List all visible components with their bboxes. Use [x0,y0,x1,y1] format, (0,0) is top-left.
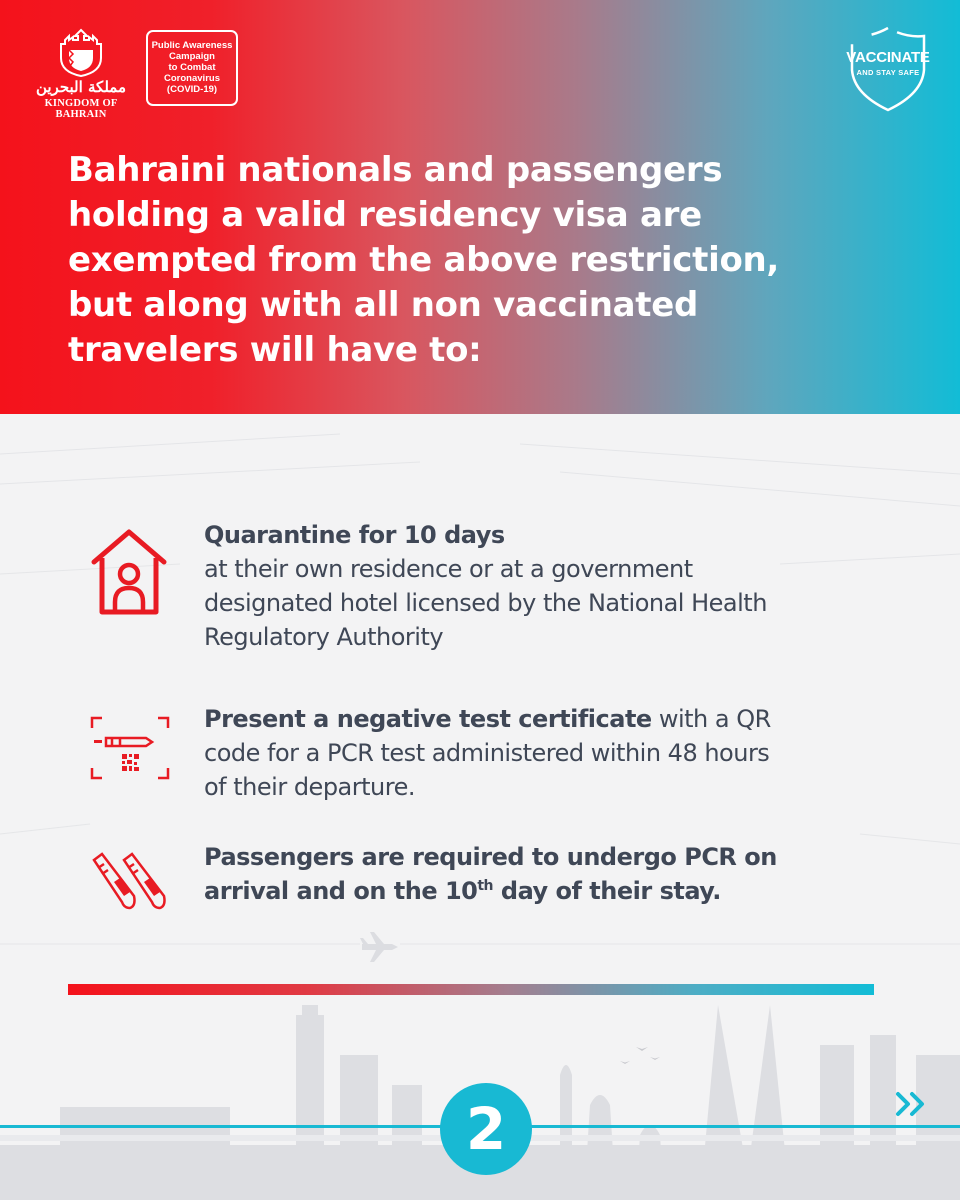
kingdom-of-bahrain-logo [26,28,136,120]
list-item-text [204,702,904,804]
vaccinate-badge [840,24,936,114]
stay-safe-subtitle: AND STAY SAFE [856,68,920,77]
test-certificate-line: of their departure. [204,773,415,801]
list-item-test-certificate [0,700,960,810]
headline-line: Bahraini nationals and passengers [68,150,723,190]
test-certificate-title: Present a negative test certificate [204,705,652,733]
campaign-line: Public Awareness [151,40,233,51]
gradient-divider [68,984,874,995]
bahrain-english-name: KINGDOM OF BAHRAIN [44,98,118,120]
airplane-icon [360,932,398,962]
vaccinate-title: VACCINATE [846,49,930,66]
ordinal-suffix: th [477,878,494,894]
page-number: 2 [440,1083,532,1175]
test-tubes-icon [90,852,174,912]
quarantine-title: Quarantine for 10 days [204,521,505,549]
test-certificate-tail: with a QR [651,705,771,733]
header-banner [0,0,960,414]
bahrain-emblem-icon [54,28,108,78]
list-item-pcr-arrival [0,840,960,920]
headline-line: holding a valid residency visa are [68,195,702,235]
house-person-icon [90,528,168,618]
list-item-quarantine [0,516,960,666]
double-chevron-right-icon[interactable] [890,1086,934,1122]
page-headline [68,148,928,373]
pcr-line-end: day of their stay. [493,877,721,905]
quarantine-line: Regulatory Authority [204,623,444,651]
campaign-line: Campaign [169,51,215,62]
campaign-line: Coronavirus [164,73,220,84]
campaign-line: (COVID-19) [166,84,218,95]
pcr-line: Passengers are required to undergo PCR on [204,843,777,871]
test-certificate-icon [90,716,170,780]
quarantine-line: designated hotel licensed by the National Health [204,589,767,617]
list-item-text [204,840,904,908]
quarantine-line: at their own residence or at a government [204,555,693,583]
pcr-line-start: arrival and on the 10 [204,877,478,905]
test-certificate-line: code for a PCR test administered within 48 hours [204,739,770,767]
bahrain-arabic-name: مملكة البحرين [35,78,127,96]
headline-line: but along with all non vaccinated [68,285,698,325]
list-item-text [204,518,904,654]
campaign-badge [146,30,238,106]
headline-line: travelers will have to: [68,330,482,370]
campaign-line: to Combat [168,62,216,73]
headline-line: exempted from the above restriction, [68,240,780,280]
